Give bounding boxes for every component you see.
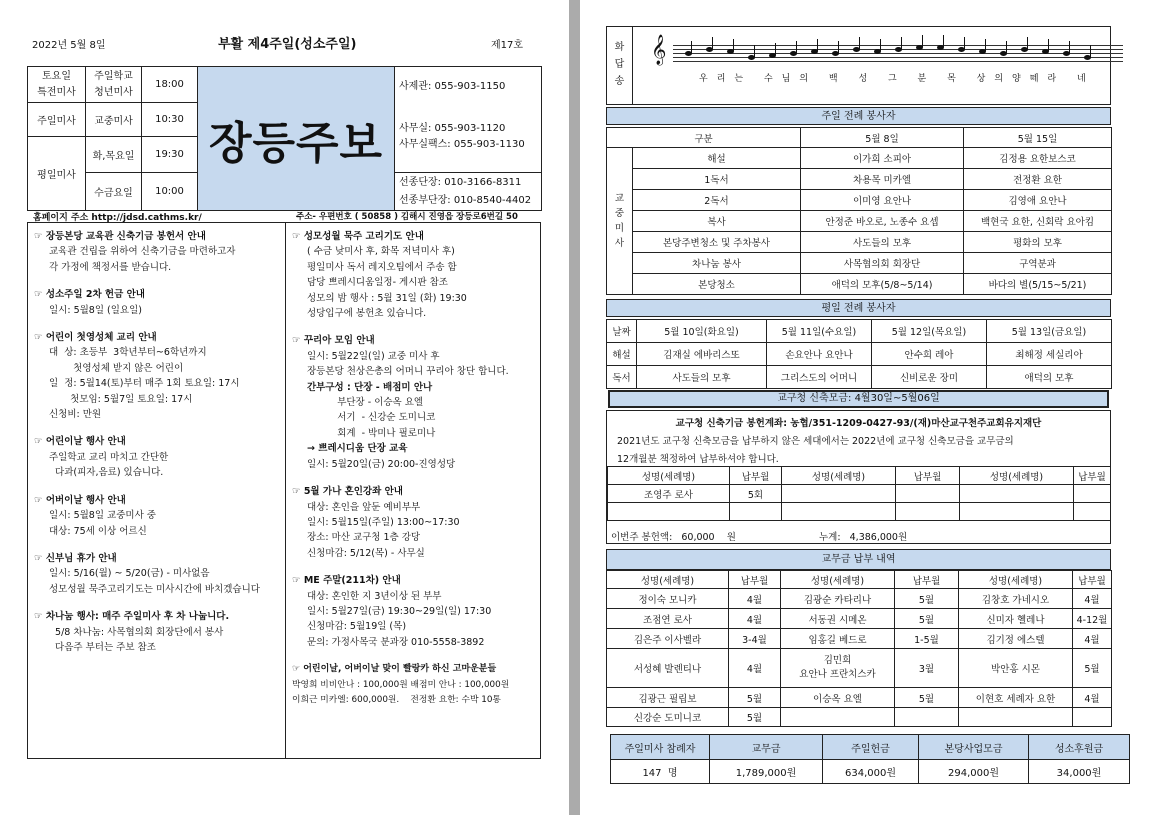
note-stem: [1048, 39, 1049, 51]
issue-date: 2022년 5월 8일: [32, 40, 106, 51]
payer-month: 5월: [895, 589, 959, 609]
notice-parents-day: ☞ 어버이날 행사 안내 일시: 5월8일 교중미사 중 대상: 75세 이상 어르신: [34, 494, 156, 537]
col-header: 납부월: [1074, 467, 1111, 485]
note-stem: [775, 43, 776, 55]
mass-schedule-table: [27, 66, 542, 211]
col-header: 5월 15일: [964, 128, 1112, 148]
notice-priest-vacation: ☞ 신부님 휴가 안내 일시: 5/16(월) ~ 5/20(금) - 미사없음 성모성월 묵주고리기도는 미사시간에 바치겠습니다: [34, 552, 260, 595]
psalm-label: 화 답 송: [607, 27, 633, 104]
summary-value: 34,000원: [1029, 760, 1130, 784]
mass-name: 수금요일: [86, 173, 142, 211]
role-cell: 해설: [607, 343, 637, 366]
payer-name: 김민희 요안나 프란치스카: [781, 649, 895, 688]
treble-clef-icon: 𝄞: [651, 35, 667, 65]
col-header: 성명(세례명): [959, 571, 1073, 589]
payer-month: 1-5월: [895, 629, 959, 649]
offering-total: 누계: 4,386,000원: [819, 532, 908, 543]
server-cell: 사도들의 모후: [801, 232, 964, 253]
note-stem: [1027, 37, 1028, 49]
col-header: 날짜: [607, 320, 637, 343]
fund-account: 교구청 신축기금 봉헌계좌: 농협/351-1209-0427-93/(재)마산교구천주교회유지재단: [675, 418, 1042, 429]
col-header: 성명(세례명): [781, 571, 895, 589]
note-stem: [964, 37, 965, 49]
payer-name: 임홍길 베드로: [781, 629, 895, 649]
payer-month: 3월: [895, 649, 959, 688]
donor-month: 5회: [730, 485, 782, 503]
contact-rectory: 사제관: 055-903-1150: [395, 67, 542, 103]
server-cell: 차용목 미카엘: [801, 169, 964, 190]
note-stem: [838, 41, 839, 53]
payer-name: 김창호 가네시오: [959, 589, 1073, 609]
col-header: 5월 8일: [801, 128, 964, 148]
payer-name: 신강순 도미니코: [607, 708, 729, 727]
server-cell: 그리스도의 어머니: [767, 366, 872, 389]
notice-second-collection: ☞ 성소주일 2차 헌금 안내 일시: 5월8일 (일요일): [34, 289, 145, 316]
payer-month: 3-4월: [729, 629, 781, 649]
summary-value: 634,000원: [823, 760, 919, 784]
psalm-lyrics: 우리는 수님의 백 성 그 분 목 상의양떼라 네: [699, 74, 1095, 84]
server-cell: 이가희 소피아: [801, 148, 964, 169]
col-header: 성명(세례명): [782, 467, 896, 485]
notices-column-right: [286, 222, 541, 759]
bulletin-title: 부활 제4주일(성소주일): [218, 37, 357, 52]
bulletin-logo: 장등주보: [198, 67, 395, 211]
payer-month: 5월: [729, 708, 781, 727]
payer-name: 서동권 시메온: [781, 609, 895, 629]
payer-name: 이승옥 요엘: [781, 688, 895, 708]
donor-name: 조영주 로사: [608, 485, 730, 503]
col-header: 납부월: [729, 571, 781, 589]
row-group-label: 교 중 미 사: [607, 148, 633, 295]
server-cell: 손요안나 요안나: [767, 343, 872, 366]
weekly-offering: 이번주 봉헌액: 60,000 원: [611, 532, 736, 543]
role-cell: 1독서: [633, 169, 801, 190]
server-cell: 바다의 별(5/15~5/21): [964, 274, 1112, 295]
note-stem: [901, 37, 902, 49]
notice-childrens-day: ☞ 어린이날 행사 안내 주일학교 교리 마치고 간단한 다과(피자,음료) 있습니다.: [34, 436, 169, 479]
note-stem: [985, 39, 986, 51]
notice-first-communion: ☞ 어린이 첫영성체 교리 안내 대 상: 초등부 3학년부터~6학년까지 첫영성체 받지 않은 어린이 일 정: 5월14(토)부터 매주 1회 토요일: 17시 첫모임: 5월7일 토요일: 17시 신청비: 만원: [34, 332, 240, 421]
payer-name: 신미자 헬레나: [959, 609, 1073, 629]
summary-header: 주일헌금: [823, 735, 919, 760]
mass-type: 주일미사: [28, 103, 86, 137]
col-header: 5월 13일(금요일): [987, 320, 1112, 343]
homepage-url[interactable]: 홈페이지 주소 http://jdsd.cathms.kr/: [33, 213, 202, 223]
payer-month: 4월: [1073, 629, 1112, 649]
notice-marriage-course: ☞ 5월 가나 혼인강좌 안내 대상: 혼인을 앞둔 예비부부 일시: 5월15일(주일) 13:00~17:30 장소: 마산 교구청 1층 강당 신청마감: 5/12(목) - 사무실: [292, 486, 460, 559]
payer-name: 조점연 로사: [607, 609, 729, 629]
payer-month: 4월: [729, 649, 781, 688]
sunday-servers-table: [606, 127, 1112, 295]
mass-time: 19:30: [142, 137, 198, 173]
weekday-servers-table: [606, 319, 1112, 389]
col-header: 납부월: [896, 467, 960, 485]
role-cell: 차나눔 봉사: [633, 253, 801, 274]
server-cell: 사도들의 모후: [637, 366, 767, 389]
sunday-servers-title: 주일 전례 봉사자: [606, 107, 1111, 125]
role-cell: 본당청소: [633, 274, 801, 295]
payer-month: 4월: [1073, 688, 1112, 708]
contact-office: 사무실: 055-903-1120 사무실팩스: 055-903-1130: [395, 103, 542, 173]
notice-rosary: ☞ 성모성월 묵주 고리기도 안내 ( 수금 낮미사 후, 화목 저녁미사 후) 평일미사 독서 레지오팀에서 주송 함 담당 쁘레시디움일정- 게시판 참조 성모의 밤 행사 : 5월 31일 (화) 19:30 성당입구에 봉헌초 있습니다.: [292, 231, 467, 320]
note-stem: [691, 41, 692, 53]
server-cell: 백현국 요한, 신회락 요아킴: [964, 211, 1112, 232]
payer-month: 4월: [729, 589, 781, 609]
col-header: 성명(세례명): [608, 467, 730, 485]
payer-name: 김기정 에스텔: [959, 629, 1073, 649]
server-cell: 애덕의 모후: [987, 366, 1112, 389]
payer-name: 김은주 이사벨라: [607, 629, 729, 649]
payer-month: 5월: [895, 688, 959, 708]
dues-title: 교무금 납부 내역: [606, 549, 1111, 570]
weekday-servers-title: 평일 전례 봉사자: [606, 299, 1111, 317]
server-cell: 애덕의 모후(5/8~5/14): [801, 274, 964, 295]
fund-section: [606, 410, 1111, 544]
note-stem: [1090, 45, 1091, 57]
payer-name: 김광순 카타리나: [781, 589, 895, 609]
summary-value: 147 명: [611, 760, 710, 784]
fund-title: 교구청 신축모금: 4월30일~5월06일: [608, 390, 1109, 408]
note-stem: [817, 39, 818, 51]
summary-header: 주일미사 참례자: [611, 735, 710, 760]
issue-number: 제17호: [491, 40, 524, 51]
col-header: 5월 12일(목요일): [872, 320, 987, 343]
role-cell: 복사: [633, 211, 801, 232]
col-header: 5월 11일(수요일): [767, 320, 872, 343]
mass-time: 18:00: [142, 67, 198, 103]
mass-type: 평일미사: [28, 137, 86, 211]
notice-me-weekend: ☞ ME 주말(211차) 안내 대상: 혼인한 지 3년이상 된 부부 일시: 5월27일(금) 19:30~29일(일) 17:30 신청마감: 5월19일 (목) 문의: 가정사목국 분과장 010-5558-3892: [292, 575, 492, 648]
responsorial-psalm: [606, 26, 1111, 105]
payer-name: 김광근 필립보: [607, 688, 729, 708]
payer-month: 5월: [729, 688, 781, 708]
note-stem: [712, 37, 713, 49]
col-header: 납부월: [1073, 571, 1112, 589]
bulletin-page-right: [580, 0, 1153, 815]
server-cell: 최해정 세실리아: [987, 343, 1112, 366]
bulletin-page-left: [0, 0, 569, 815]
notices-column-left: [27, 222, 286, 759]
note-stem: [796, 41, 797, 53]
col-header: 5월 10일(화요일): [637, 320, 767, 343]
summary-value: 1,789,000원: [710, 760, 823, 784]
payer-month: 4월: [729, 609, 781, 629]
col-header: 납부월: [730, 467, 782, 485]
contact-funeral: 선종단장: 010-3166-8311 선종부단장: 010-8540-4402: [395, 173, 542, 211]
summary-header: 교무금: [710, 735, 823, 760]
col-header: 성명(세례명): [960, 467, 1074, 485]
note-stem: [733, 39, 734, 51]
note-stem: [1069, 41, 1070, 53]
notice-donors: ☞ 어린이날, 어버이날 맞이 빨랑카 하신 고마운분들 박영희 비비안나 : 100,000원 배점미 안나 : 100,000원 이희근 미카엘: 600,000원. 전정환 요한: 수박 10통: [292, 664, 510, 705]
payer-name: 이현호 세례자 요한: [959, 688, 1073, 708]
psalm-score: [633, 27, 1110, 104]
note-stem: [922, 35, 923, 47]
col-header: 납부월: [895, 571, 959, 589]
note-stem: [880, 39, 881, 51]
parish-address: 주소- 우편번호 ( 50858 ) 김해시 진영읍 장등로6번길 50: [296, 212, 518, 222]
mass-type: 토요일 특전미사: [28, 67, 86, 103]
payer-name: 서성혜 발렌티나: [607, 649, 729, 688]
payer-month: 5월: [895, 609, 959, 629]
mass-name: 교중미사: [86, 103, 142, 137]
mass-time: 10:00: [142, 173, 198, 211]
summary-header: 본당사업모금: [919, 735, 1029, 760]
payer-month: 4월: [1073, 589, 1112, 609]
note-stem: [943, 35, 944, 47]
summary-value: 294,000원: [919, 760, 1029, 784]
note-stem: [754, 45, 755, 57]
note-stem: [1006, 41, 1007, 53]
role-cell: 2독서: [633, 190, 801, 211]
mass-name: 화,목요일: [86, 137, 142, 173]
col-header: 구분: [607, 128, 801, 148]
role-cell: 독서: [607, 366, 637, 389]
server-cell: 김정용 요한보스코: [964, 148, 1112, 169]
payer-name: 박안홍 시몬: [959, 649, 1073, 688]
server-cell: 안수희 레아: [872, 343, 987, 366]
note-stem: [859, 37, 860, 49]
notice-tea-sharing: ☞ 차나눔 행사: 매주 주일미사 후 차 나눕니다. 5/8 차나눔: 사목협의회 회장단에서 봉사 다음주 부터는 주보 참조: [34, 611, 230, 653]
payer-month: 4-12월: [1073, 609, 1112, 629]
payer-name: 정이숙 모니카: [607, 589, 729, 609]
fund-table: [607, 466, 1111, 521]
fund-notice: 2021년도 교구청 신축모금을 납부하지 않은 세대에서는 2022년에 교구청 신축모금을 교무금의: [617, 436, 1014, 447]
dues-table: [606, 570, 1112, 727]
server-cell: 평화의 모후: [964, 232, 1112, 253]
payer-month: 5월: [1073, 649, 1112, 688]
server-cell: 김영애 요안나: [964, 190, 1112, 211]
server-cell: 김재실 에바리스또: [637, 343, 767, 366]
fund-notice: 12개월분 책정하여 납부하셔야 합니다.: [617, 454, 779, 465]
offering-summary-table: [610, 734, 1130, 784]
notice-curia: ☞ 꾸리아 모임 안내 일시: 5월22일(일) 교중 미사 후 장등본당 천상은총의 어머니 꾸리아 창단 합니다. 간부구성 : 단장 - 배점미 안나 부단장 - 이승옥 요엘 서기 - 신강순 도미니코 회계 - 박미나 필로미나 → 쁘레시디움 단장 교육 일시: 5월20일(금) 20:00-진영성당: [292, 335, 509, 470]
col-header: 성명(세례명): [607, 571, 729, 589]
server-cell: 이미영 요안나: [801, 190, 964, 211]
server-cell: 안정준 바오로, 노종수 요셉: [801, 211, 964, 232]
server-cell: 사목협의회 회장단: [801, 253, 964, 274]
role-cell: 본당주변청소 및 주차봉사: [633, 232, 801, 253]
server-cell: 구역분과: [964, 253, 1112, 274]
role-cell: 해설: [633, 148, 801, 169]
server-cell: 전정환 요한: [964, 169, 1112, 190]
mass-name: 주일학교 청년미사: [86, 67, 142, 103]
server-cell: 신비로운 장미: [872, 366, 987, 389]
notice-building-fund: ☞ 장등본당 교육관 신축기금 봉헌서 안내 교육관 건립을 위하여 신축기금을 마련하고자 각 가정에 책정서를 받습니다.: [34, 231, 236, 273]
summary-header: 성소후원금: [1029, 735, 1130, 760]
mass-time: 10:30: [142, 103, 198, 137]
